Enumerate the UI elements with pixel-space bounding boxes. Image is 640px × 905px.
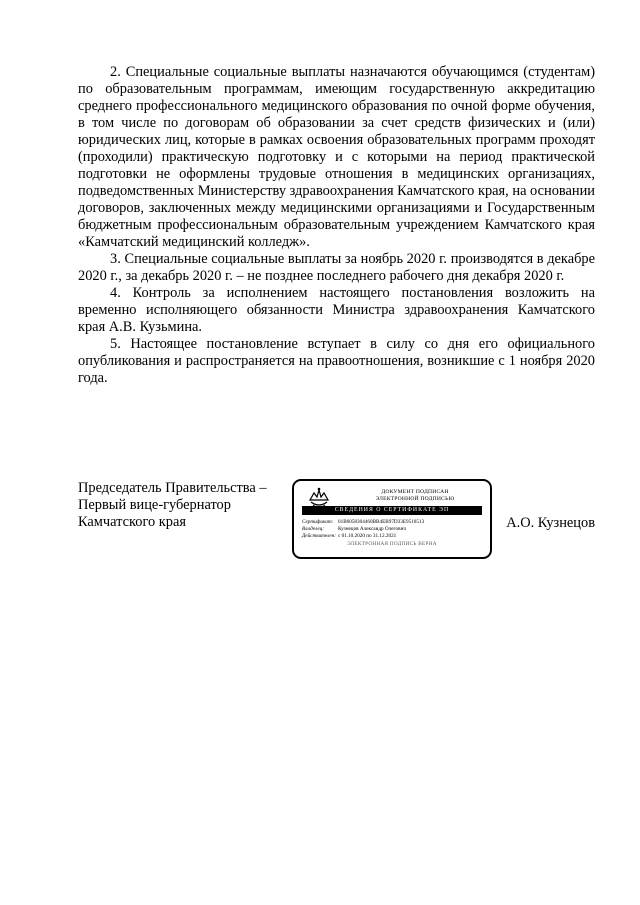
stamp-row-certificate	[302, 519, 482, 526]
stamp-value: Кузнецов Александр Олегович	[338, 525, 406, 532]
stamp-value: 01B6058304460BB4EB97D33E9510513	[338, 519, 425, 525]
signer-title-line: Камчатского края	[78, 514, 186, 530]
document-body	[78, 64, 595, 387]
stamp-header	[350, 489, 480, 503]
stamp-label: Действителен:	[302, 532, 337, 539]
paragraph-4: 4. Контроль за исполнением настоящего постановления возложить на временно исполняющего обязанности Министра здравоохранения Камчатского края А.В. Кузьмина.	[78, 285, 595, 335]
stamp-details	[302, 519, 482, 539]
paragraph-2: 2. Специальные социальные выплаты назначаются обучающимся (студентам) по образовательным программам, имеющим государственную аккредитацию среднего профессионального медицинского образования по очной форме обучения, в том числе по договорам об образовании за счет средств физических и (или) юридических лиц, которые в рамках освоения образовательных программ проходят (проходили) практическую подготовку и с которыми на период практической подготовки не оформлены трудовые отношения в медицинских организациях, подведомственных Министерству здравоохранения Камчатского края, на основании договоров, заключенных между медицинскими организациями и Государственным бюджетным профессиональным образовательным учреждением Камчатского края «Камчатский медицинский колледж».	[78, 64, 595, 250]
stamp-value: с 01.10.2020 по 31.12.2021	[338, 532, 397, 539]
signer-name: А.О. Кузнецов	[506, 515, 595, 531]
stamp-certificate-bar: СВЕДЕНИЯ О СЕРТИФИКАТЕ ЭП	[302, 506, 482, 515]
stamp-label: Владелец:	[302, 525, 324, 532]
paragraph-3: 3. Специальные социальные выплаты за ноябрь 2020 г. производятся в декабре 2020 г., за декабрь 2020 г. – не позднее последнего рабочего дня декабря 2020 г.	[78, 251, 595, 284]
signer-title-line: Председатель Правительства –	[78, 480, 267, 496]
signer-title-line: Первый вице-губернатор	[78, 497, 231, 513]
signer-title	[78, 480, 267, 531]
stamp-row-owner	[302, 526, 482, 533]
paragraph-5: 5. Настоящее постановление вступает в силу со дня его официального опубликования и распространяется на правоотношения, возникшие с 1 ноября 2020 года.	[78, 336, 595, 386]
stamp-row-valid	[302, 533, 482, 540]
stamp-header-line: ДОКУМЕНТ ПОДПИСАН	[381, 489, 449, 495]
electronic-signature-stamp	[292, 479, 492, 559]
stamp-footer: ЭЛЕКТРОННАЯ ПОДПИСЬ ВЕРНА	[347, 541, 437, 547]
stamp-label: Сертификат:	[302, 519, 334, 525]
stamp-header-line: ЭЛЕКТРОННОЙ ПОДПИСЬЮ	[375, 496, 455, 502]
signature-block	[78, 480, 595, 570]
